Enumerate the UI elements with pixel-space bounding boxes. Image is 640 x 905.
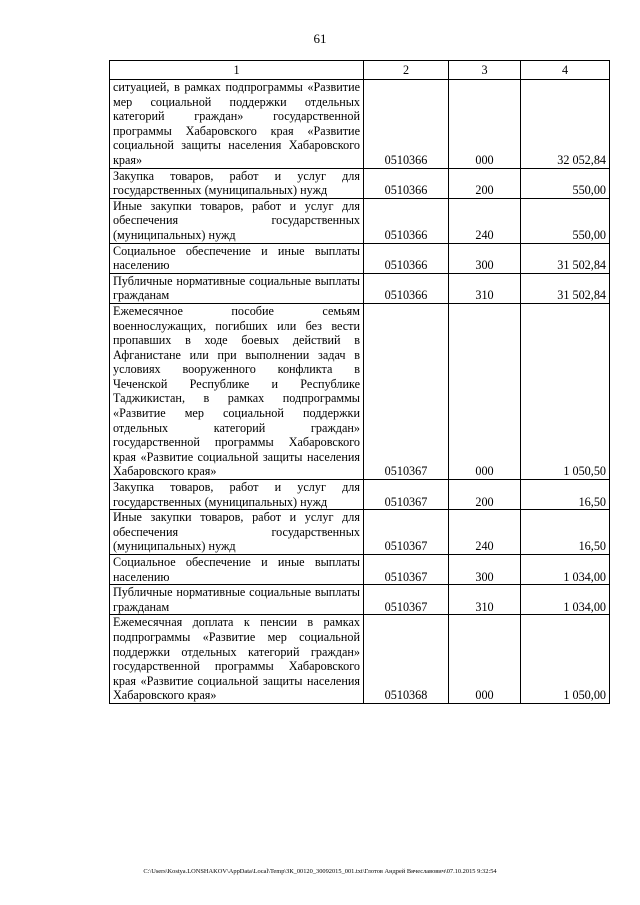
header-col-1: 1 (110, 61, 364, 80)
row-code: 0510367 (364, 555, 449, 585)
row-code: 0510366 (364, 273, 449, 303)
table-row (110, 168, 610, 198)
table-row (110, 80, 610, 169)
table-row (110, 510, 610, 555)
row-code: 0510367 (364, 585, 449, 615)
budget-table (109, 60, 610, 704)
table-row (110, 198, 610, 243)
row-amount: 1 050,50 (521, 303, 610, 479)
row-expense-type: 310 (449, 585, 521, 615)
table-row (110, 273, 610, 303)
header-col-3: 3 (449, 61, 521, 80)
table-row (110, 585, 610, 615)
row-amount: 550,00 (521, 168, 610, 198)
row-code: 0510366 (364, 243, 449, 273)
table-row (110, 555, 610, 585)
row-name: Закупка товаров, работ и услуг для государственных (муниципальных) нужд (110, 480, 364, 510)
table-row (110, 243, 610, 273)
table-row (110, 480, 610, 510)
row-code: 0510366 (364, 80, 449, 169)
row-code: 0510366 (364, 198, 449, 243)
row-expense-type: 200 (449, 480, 521, 510)
row-expense-type: 200 (449, 168, 521, 198)
row-name: Иные закупки товаров, работ и услуг для обеспечения государственных (муниципальных) нужд (110, 198, 364, 243)
row-name: Закупка товаров, работ и услуг для государственных (муниципальных) нужд (110, 168, 364, 198)
row-name: Иные закупки товаров, работ и услуг для обеспечения государственных (муниципальных) нужд (110, 510, 364, 555)
row-amount: 550,00 (521, 198, 610, 243)
page-number: 61 (313, 31, 327, 46)
row-name: Публичные нормативные социальные выплаты гражданам (110, 273, 364, 303)
table-row (110, 615, 610, 704)
row-name: Социальное обеспечение и иные выплаты населению (110, 243, 364, 273)
row-expense-type: 300 (449, 243, 521, 273)
row-name: ситуацией, в рамках подпрограммы «Развитие мер социальной поддержки отдельных категорий граждан» государственной программы Хабаровского края «Развитие социальной защиты населения Хабаровского края» (110, 80, 364, 169)
row-code: 0510367 (364, 480, 449, 510)
header-col-2: 2 (364, 61, 449, 80)
row-code: 0510367 (364, 303, 449, 479)
row-name: Публичные нормативные социальные выплаты гражданам (110, 585, 364, 615)
row-amount: 1 034,00 (521, 555, 610, 585)
file-path-footer: C:\Users\Kostya.LONSHAKOV\AppData\Local\Temp\ЗК_00120_30092015_001.txt\Глотов Андрей Вячеславович\07.10.2015 9:32:54 (143, 868, 497, 875)
row-expense-type: 000 (449, 80, 521, 169)
table-row (110, 303, 610, 479)
table-header-row (110, 61, 610, 80)
row-expense-type: 240 (449, 510, 521, 555)
row-amount: 16,50 (521, 480, 610, 510)
row-code: 0510368 (364, 615, 449, 704)
row-name: Ежемесячное пособие семьям военнослужащих, погибших или без вести пропавших в ходе боевых действий в Афганистане или при выполнении задач в условиях вооруженного конфликта в Чеченской Республике и Республике Таджикистан, в рамках подпрограммы «Развитие мер социальной поддержки отдельных категорий граждан» государственной программы Хабаровского края «Развитие социальной защиты населения Хабаровского края» (110, 303, 364, 479)
header-col-4: 4 (521, 61, 610, 80)
row-expense-type: 300 (449, 555, 521, 585)
row-name: Ежемесячная доплата к пенсии в рамках подпрограммы «Развитие мер социальной поддержки отдельных категорий граждан» государственной программы Хабаровского края «Развитие социальной защиты населения Хабаровского края» (110, 615, 364, 704)
row-amount: 31 502,84 (521, 273, 610, 303)
row-code: 0510366 (364, 168, 449, 198)
row-amount: 32 052,84 (521, 80, 610, 169)
row-name: Социальное обеспечение и иные выплаты населению (110, 555, 364, 585)
row-expense-type: 000 (449, 615, 521, 704)
row-expense-type: 310 (449, 273, 521, 303)
row-amount: 1 050,00 (521, 615, 610, 704)
row-amount: 16,50 (521, 510, 610, 555)
row-code: 0510367 (364, 510, 449, 555)
row-expense-type: 240 (449, 198, 521, 243)
row-amount: 1 034,00 (521, 585, 610, 615)
row-expense-type: 000 (449, 303, 521, 479)
row-amount: 31 502,84 (521, 243, 610, 273)
